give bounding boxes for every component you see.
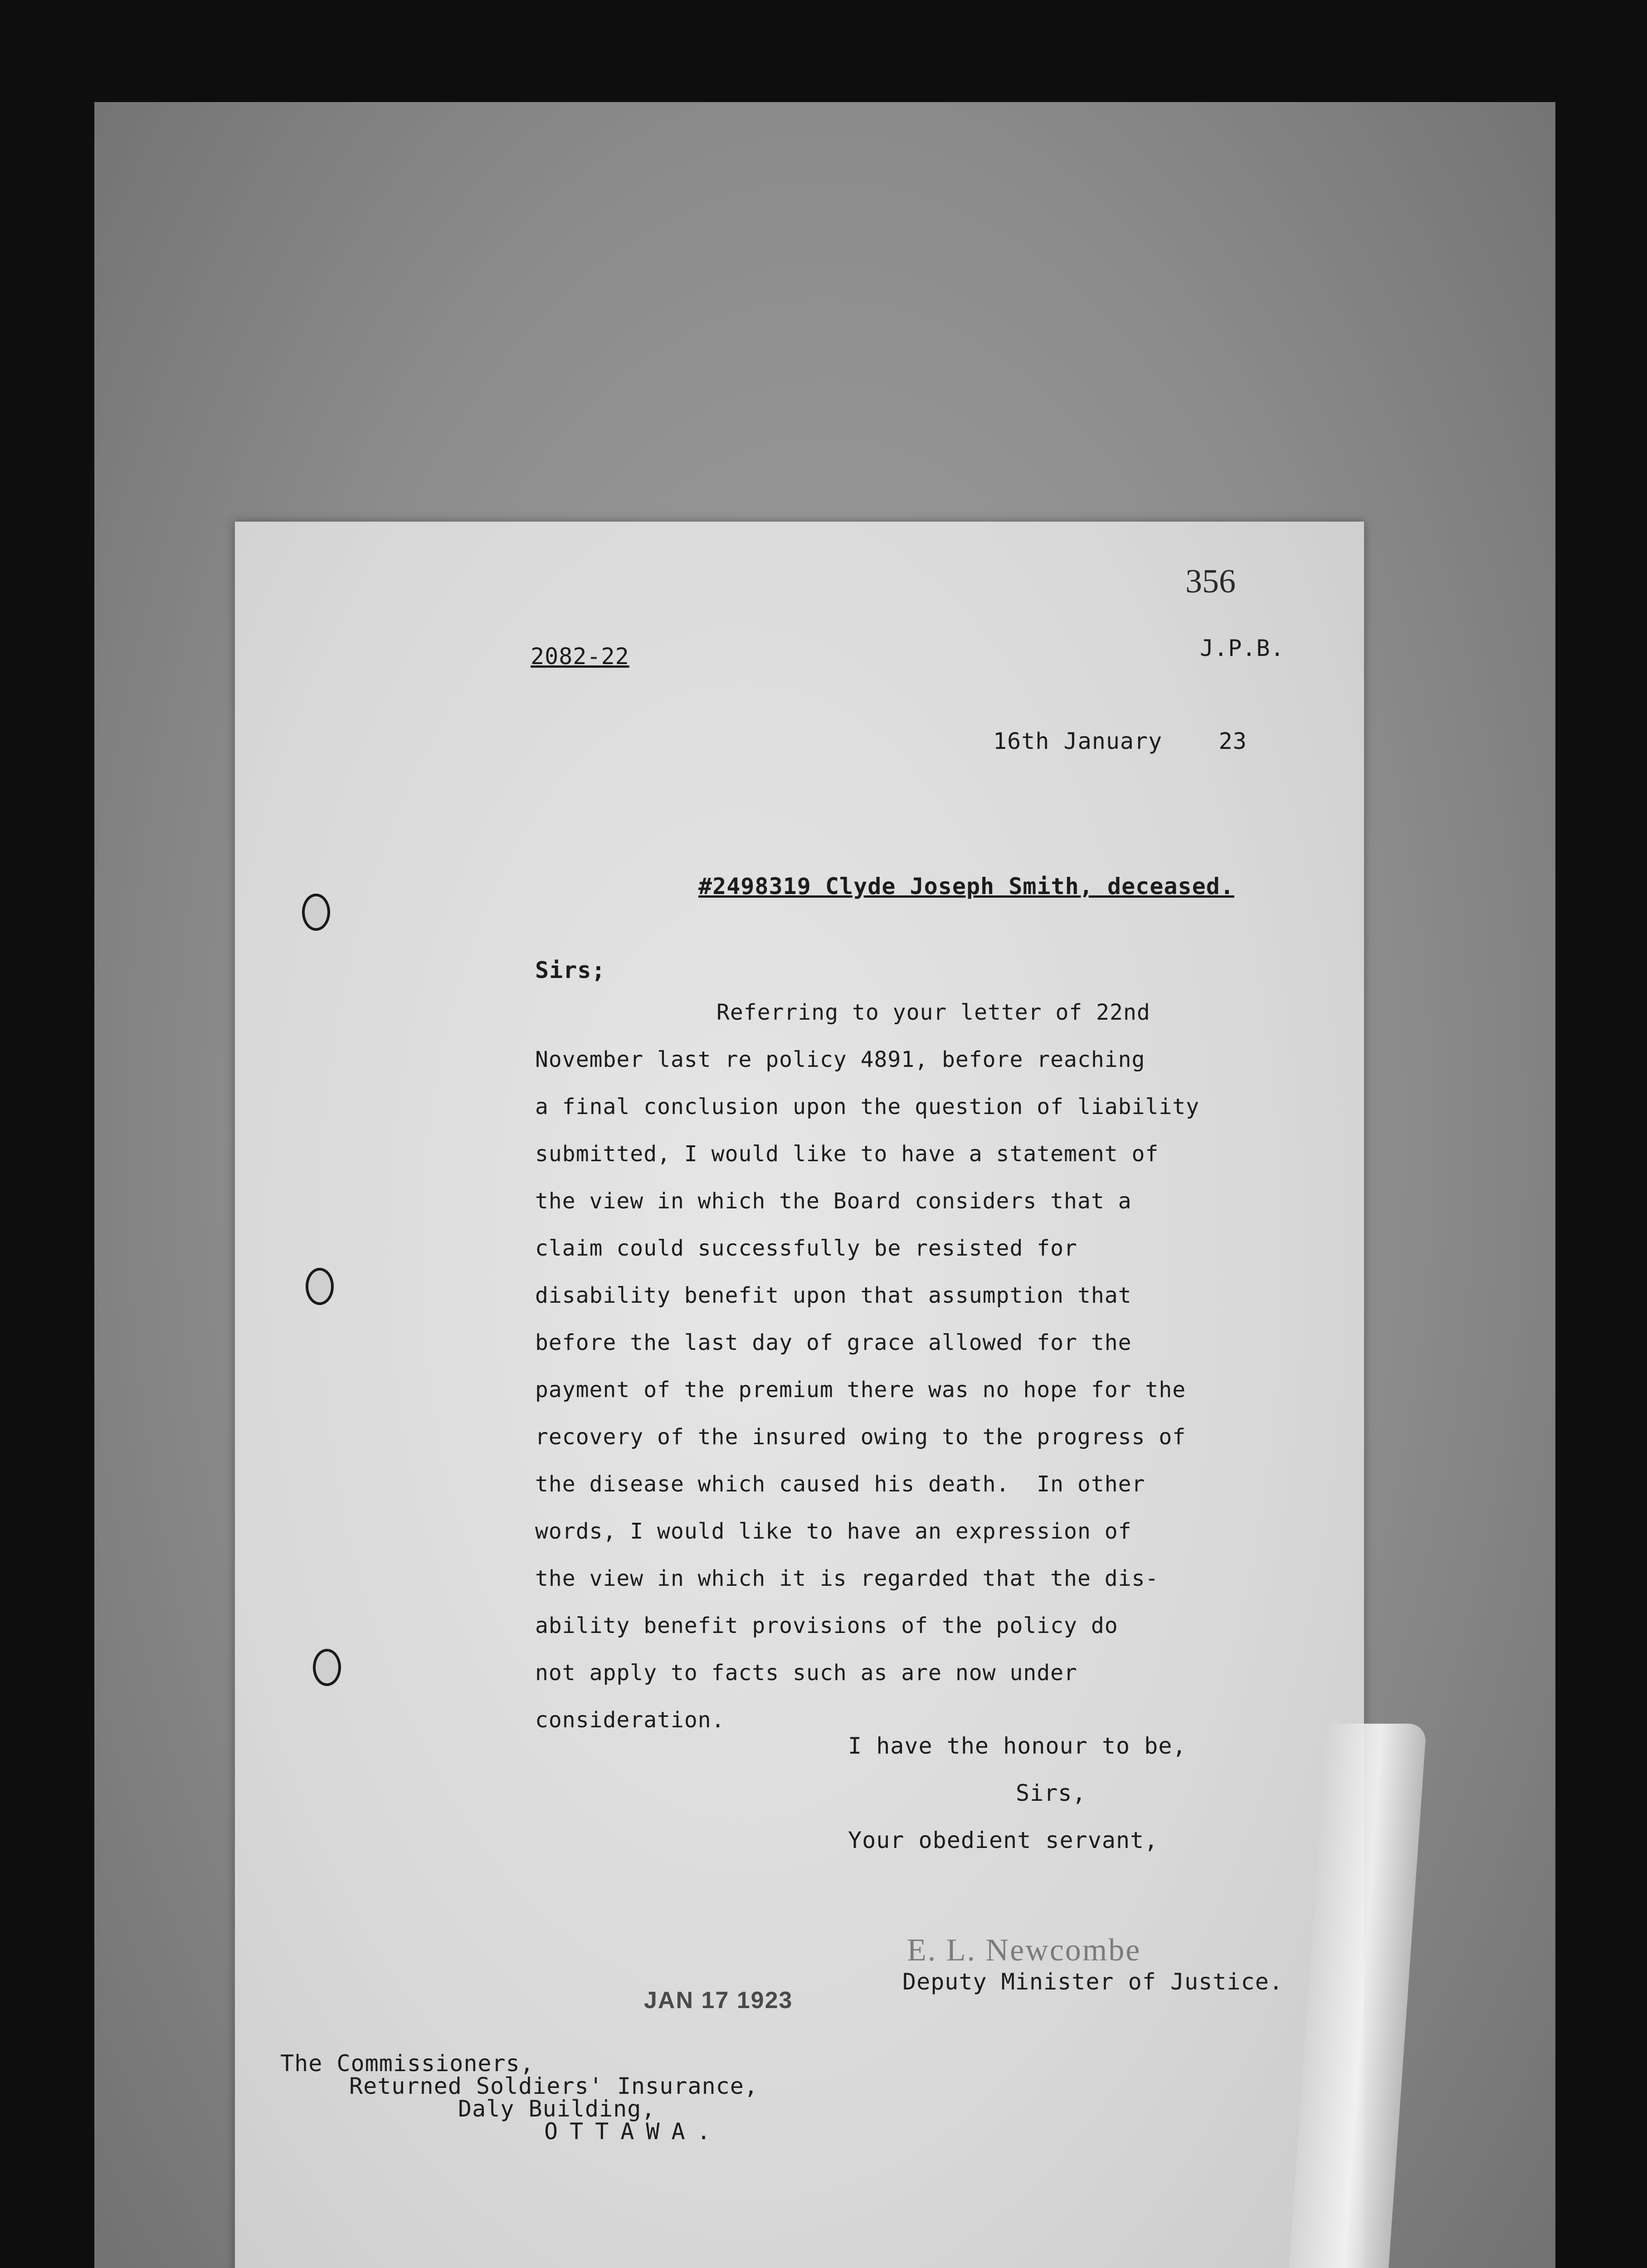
address-line: The Commissioners,	[280, 2050, 534, 2077]
address-line: Returned Soldiers' Insurance,	[349, 2073, 758, 2099]
body-line: ability benefit provisions of the policy do	[535, 1613, 1118, 1638]
body-line: not apply to facts such as are now under	[535, 1660, 1077, 1686]
letter-date: 16th January 23	[993, 728, 1247, 754]
body-line: claim could successfully be resisted for	[535, 1236, 1077, 1261]
body-line: words, I would like to have an expression of	[535, 1519, 1132, 1544]
body-line: the view in which the Board considers that a	[535, 1188, 1132, 1214]
body-line: disability benefit upon that assumption that	[535, 1283, 1132, 1308]
body-line: Referring to your letter of 22nd	[716, 1000, 1150, 1025]
closing-line: Your obedient servant,	[848, 1827, 1159, 1853]
body-line: the view in which it is regarded that the dis-	[535, 1566, 1159, 1591]
body-line: before the last day of grace allowed for the	[535, 1330, 1132, 1355]
body-line: a final conclusion upon the question of liability	[535, 1094, 1200, 1119]
date-stamp: JAN 17 1923	[644, 1987, 793, 2014]
signer-title: Deputy Minister of Justice.	[902, 1969, 1283, 1995]
closing-line: I have the honour to be,	[848, 1733, 1187, 1759]
salutation: Sirs;	[535, 957, 606, 983]
subject-line: #2498319 Clyde Joseph Smith, deceased.	[698, 873, 1234, 899]
body-line: submitted, I would like to have a statement of	[535, 1141, 1159, 1167]
punch-hole	[302, 894, 330, 931]
address-line: OTTAWA.	[544, 2118, 722, 2145]
folio-number: 356	[1185, 563, 1236, 600]
address-line: Daly Building,	[458, 2096, 656, 2122]
body-line: payment of the premium there was no hope for the	[535, 1377, 1186, 1403]
signature-stamp: E. L. Newcombe	[907, 1933, 1141, 1968]
punch-hole	[306, 1268, 334, 1305]
body-line: consideration.	[535, 1707, 725, 1733]
closing-line: Sirs,	[1016, 1780, 1087, 1806]
punch-hole	[313, 1649, 341, 1686]
file-reference: 2082-22	[531, 643, 629, 670]
body-line: November last re policy 4891, before reaching	[535, 1047, 1145, 1072]
initials: J.P.B.	[1200, 635, 1285, 661]
letter-body	[535, 989, 1306, 1744]
body-line: the disease which caused his death. In other	[535, 1471, 1145, 1497]
body-line: recovery of the insured owing to the progress of	[535, 1424, 1186, 1450]
